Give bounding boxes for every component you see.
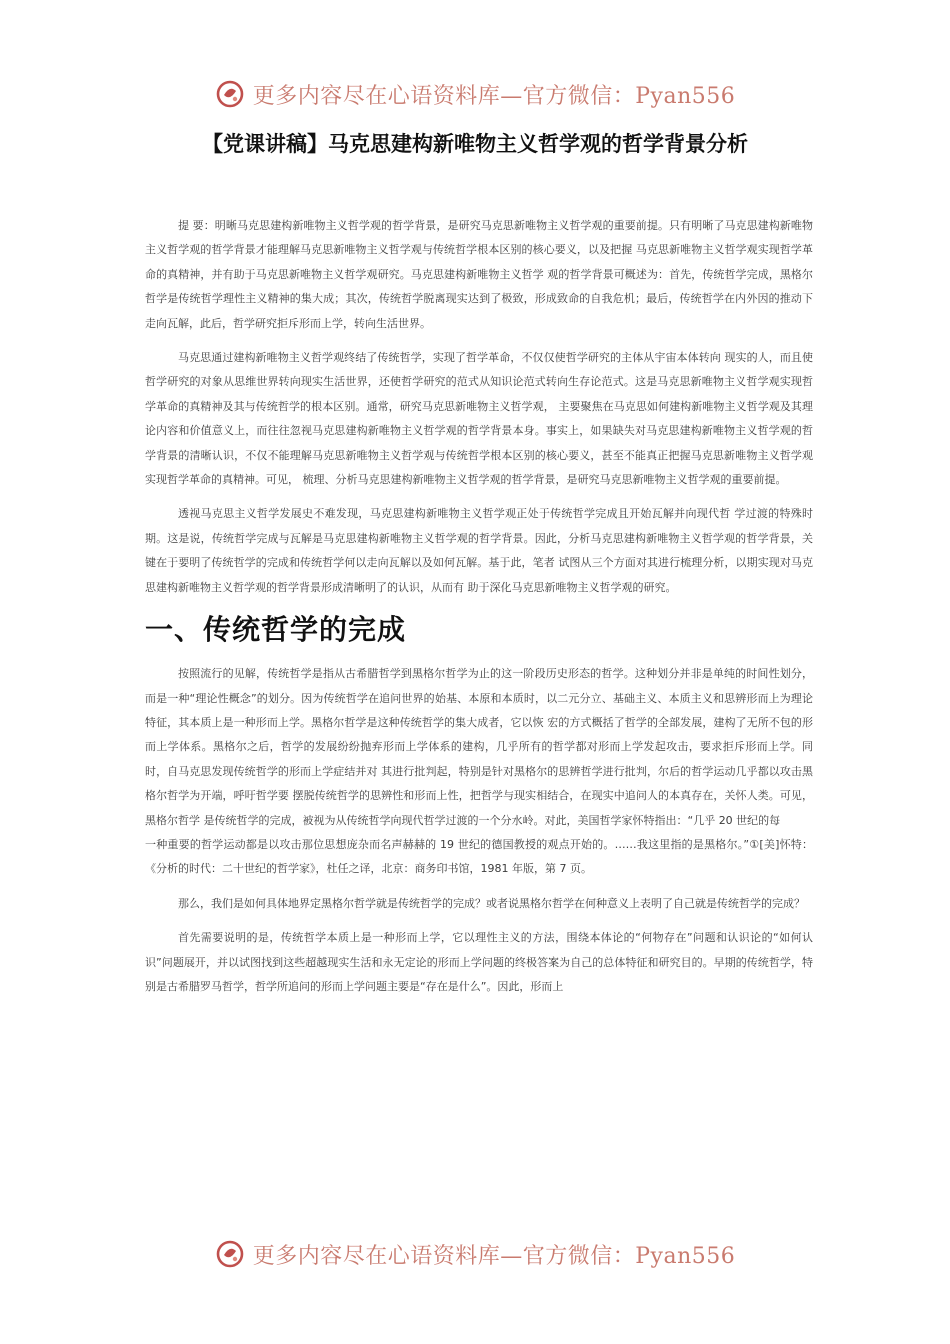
footnote-paragraph: 一种重要的哲学运动都是以攻击那位思想庞杂而名声赫赫的 19 世纪的德国教授的观点开始的。……我这里指的是黑格尔。”①[美]怀特：《分析的时代：二十世纪的哲学家》，杜任之译，北京：商务印书馆，1981 年版，第 7 页。 [145, 837, 813, 876]
body-paragraph: 首先需要说明的是，传统哲学本质上是一种形而上学，它以理性主义的方法，围绕本体论的“何物存在”问题和认识论的“如何认识”问题展开，并以试图找到这些超越现实生活和永无定论的形而上学问题的终极答案为自己的总体特征和研究目的。早期的传统哲学，特别是古希腊罗马哲学，哲学所追问的形而上学问题主要是“存在是什么”。因此，形而上 [145, 931, 813, 993]
body-paragraph: 马克思通过建构新唯物主义哲学观终结了传统哲学，实现了哲学革命，不仅仅使哲学研究的主体从宇宙本体转向 现实的人，而且使哲学研究的对象从思维世界转向现实生活世界，还使哲学研究的范式从知识论范式转向生存论范式。这是马克思新唯物主义哲学观实现哲学革命的真精神及其与传统哲学的根本区别。通常，研究马克思新唯物主义哲学观， 主要聚焦在马克思如何建构新唯物主义哲学观及其理论内容和价值意义上，而往往忽视马克思建构新唯物主义哲学观的哲学背景本身。事实上，如果缺失对马克思建构新唯物主义哲学观的哲学背景的清晰认识，不仅不能理解马克思新唯物主义哲学观与传统哲学根本区别的核心要义，甚至不能真正把握马克思新唯物主义哲学观实现哲学革命的真精神。可见， 梳理、分析马克思建构新唯物主义哲学观的哲学背景，是研究马克思新唯物主义哲学观的重要前提。 [145, 351, 813, 487]
banner-text: 更多内容尽在心语资料库—官方微信：Pyan556 [252, 1243, 736, 1269]
banner-text: 更多内容尽在心语资料库—官方微信：Pyan556 [252, 83, 736, 109]
brand-logo-icon [215, 79, 245, 109]
body-paragraph: 透视马克思主义哲学发展史不难发现，马克思建构新唯物主义哲学观正处于传统哲学完成且开始瓦解并向现代哲 学过渡的特殊时期。这是说，传统哲学完成与瓦解是马克思建构新唯物主义哲学观的哲学背景。因此，分析马克思建构新唯物主义哲学观的哲学背景，关键在于要明了传统哲学的完成和传统哲学何以走向瓦解以及如何瓦解。基于此，笔者 试图从三个方面对其进行梳理分析，以期实现对马克思建构新唯物主义哲学观的哲学背景形成清晰明了的认识，从而有 助于深化马克思新唯物主义哲学观的研究。 [145, 507, 813, 594]
brand-logo-icon [215, 1239, 245, 1269]
document-body [145, 214, 813, 1009]
page-title: 【党课讲稿】马克思建构新唯物主义哲学观的哲学背景分析 [202, 132, 748, 156]
header-banner [0, 74, 950, 114]
body-paragraph: 按照流行的见解，传统哲学是指从古希腊哲学到黑格尔哲学为止的这一阶段历史形态的哲学。这种划分并非是单纯的时间性划分，而是一种“理论性概念”的划分。因为传统哲学在追问世界的始基、本原和本质时，以二元分立、基础主义、本质主义和思辨形而上为理论特征，其本质上是一种形而上学。黑格尔哲学是这种传统哲学的集大成者，它以恢 宏的方式概括了哲学的全部发展，建构了无所不包的形而上学体系。黑格尔之后，哲学的发展纷纷抛弃形而上学体系的建构，几乎所有的哲学都对形而上学发起攻击，要求拒斥形而上学。同时，自马克思发现传统哲学的形而上学症结并对 其进行批判起，特别是针对黑格尔的思辨哲学进行批判，尔后的哲学运动几乎都以攻击黑格尔哲学为开端，呼吁哲学要 摆脱传统哲学的思辨性和形而上性，把哲学与现实相结合，在现实中追问人的本真存在，关怀人类。可见，黑格尔哲学 是传统哲学的完成，被视为从传统哲学向现代哲学过渡的一个分水岭。对此，美国哲学家怀特指出：“几乎 20 世纪的每 [145, 667, 813, 827]
footer-banner [0, 1234, 950, 1274]
abstract-paragraph: 提 要：明晰马克思建构新唯物主义哲学观的哲学背景，是研究马克思新唯物主义哲学观的重要前提。只有明晰了马克思建构新唯物主义哲学观的哲学背景才能理解马克思新唯物主义哲学观与传统哲学根本区别的核心要义，以及把握 马克思新唯物主义哲学观实现哲学革命的真精神，并有助于马克思新唯物主义哲学观研究。马克思建构新唯物主义哲学 观的哲学背景可概述为：首先，传统哲学完成，黑格尔哲学是传统哲学理性主义精神的集大成；其次，传统哲学脱离现实达到了极致，形成致命的自我危机；最后，传统哲学在内外因的推动下走向瓦解，此后，哲学研究拒斥形而上学，转向生活世界。 [145, 219, 813, 330]
section-heading: 一、传统哲学的完成 [145, 613, 407, 647]
body-paragraph: 那么，我们是如何具体地界定黑格尔哲学就是传统哲学的完成？或者说黑格尔哲学在何种意义上表明了自己就是传统哲学的完成？ [178, 896, 805, 910]
